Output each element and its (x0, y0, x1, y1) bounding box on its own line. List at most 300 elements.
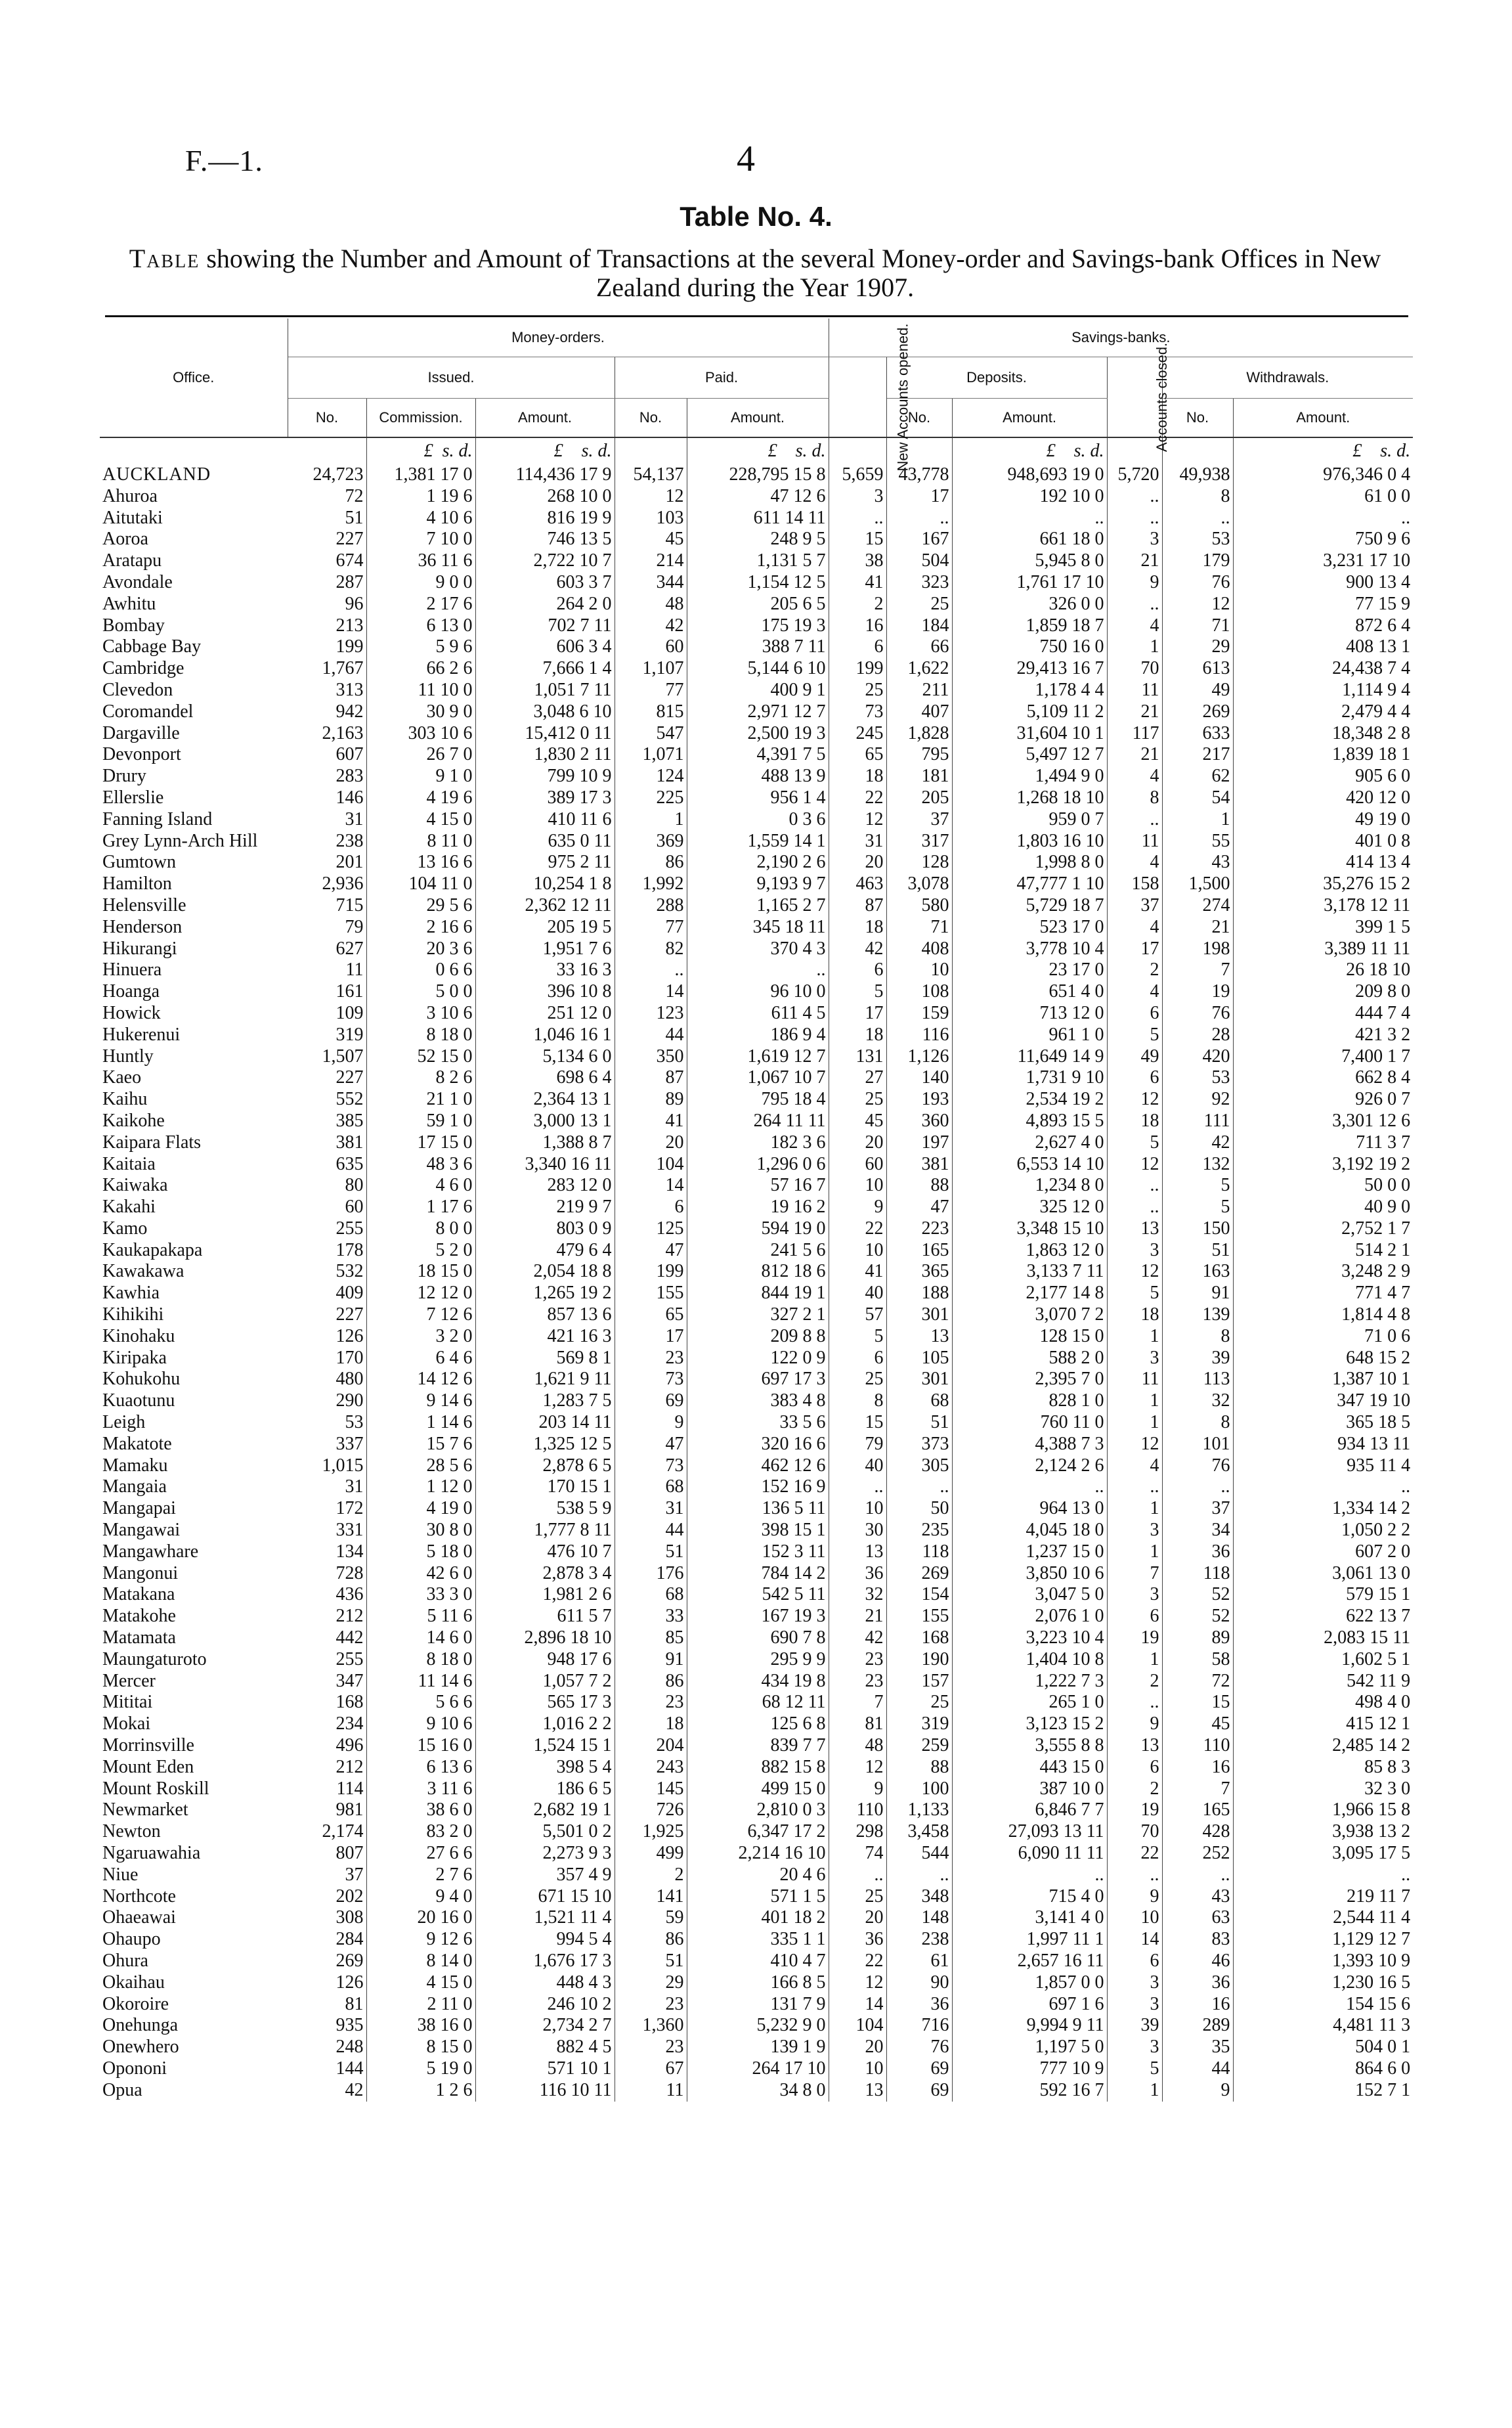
office-cell: Henderson (102, 916, 183, 937)
withdrawals-no-cell: 1,500 (1162, 873, 1233, 895)
accounts-closed-cell: 3 (1107, 1584, 1162, 1606)
table-row (100, 1799, 1413, 1821)
paid-no-cell: 51 (615, 1951, 687, 1972)
issued-amount-cell: 2,273 9 3 (475, 1843, 615, 1865)
paid-no-cell: 2 (615, 1865, 687, 1886)
deposits-no-cell: .. (886, 1865, 952, 1886)
deposits-amount-cell: 5,109 11 2 (952, 701, 1107, 723)
accounts-closed-cell: 5 (1107, 1283, 1162, 1304)
office-cell: Mokai (102, 1713, 151, 1734)
issued-no-cell: 227 (288, 1304, 366, 1326)
accounts-closed-cell: 19 (1107, 1627, 1162, 1649)
office-cell: Hinuera (102, 960, 162, 981)
units-blank (615, 437, 687, 464)
issued-commission-cell: 38 6 0 (366, 1799, 475, 1821)
issued-amount-cell: 565 17 3 (475, 1692, 615, 1713)
paid-no-cell: 17 (615, 1326, 687, 1348)
issued-commission-cell: 18 15 0 (366, 1261, 475, 1283)
issued-amount-cell: 799 10 9 (475, 766, 615, 787)
table-description-text: showing the Number and Amount of Transactions at the several Money-order and Savings-bank Offices in New Zealand during the Year 1907. (206, 244, 1381, 302)
table-row (100, 1865, 1413, 1886)
deposits-amount-cell: 23 17 0 (952, 960, 1107, 981)
paid-amount-cell: 335 1 1 (687, 1929, 829, 1951)
paid-amount-cell: 175 19 3 (687, 615, 829, 637)
issued-amount-cell: 5,501 0 2 (475, 1821, 615, 1843)
issued-commission-cell: 6 13 0 (366, 615, 475, 637)
new-accounts-cell: 7 (829, 1692, 886, 1713)
deposits-amount-cell: 3,070 7 2 (952, 1304, 1107, 1326)
new-accounts-cell: 13 (829, 1541, 886, 1563)
withdrawals-amount-cell: 1,050 2 2 (1341, 1520, 1411, 1541)
accounts-closed-cell: 1 (1107, 1498, 1162, 1520)
office-cell: Kaukapakapa (102, 1239, 203, 1260)
deposits-amount-cell: 3,047 5 0 (952, 1584, 1107, 1606)
paid-amount-cell: 401 18 2 (687, 1907, 829, 1929)
money-orders-header: Money-orders. (288, 319, 829, 357)
issued-amount-cell: 803 0 9 (475, 1218, 615, 1240)
issued-no-cell: 552 (288, 1089, 366, 1111)
issued-commission-cell: 7 12 6 (366, 1304, 475, 1326)
accounts-closed-cell: 12 (1107, 1261, 1162, 1283)
issued-commission-cell: 13 16 6 (366, 852, 475, 873)
issued-commission-cell: 14 12 6 (366, 1369, 475, 1390)
issued-amount-cell: 170 15 1 (475, 1476, 615, 1498)
withdrawals-no-cell: 52 (1162, 1584, 1233, 1606)
units-issued-amount: £ s. d. (475, 437, 615, 464)
withdrawals-amount-cell: 1,602 5 1 (1341, 1648, 1411, 1669)
withdrawals-amount-cell: 1,129 12 7 (1332, 1929, 1411, 1950)
deposits-amount-cell: 31,604 10 1 (952, 723, 1107, 745)
deposits-amount-cell: 128 15 0 (952, 1326, 1107, 1348)
withdrawals-no-cell: 29 (1162, 636, 1233, 658)
issued-commission-cell: 17 15 0 (366, 1132, 475, 1154)
accounts-closed-cell: 2 (1107, 1671, 1162, 1692)
table-row (100, 960, 1413, 981)
deposits-no-cell: 47 (886, 1197, 952, 1218)
new-accounts-cell: 36 (829, 1929, 886, 1951)
deposits-no-cell: 319 (886, 1713, 952, 1735)
deposits-no-cell: 17 (886, 486, 952, 508)
paid-amount-cell: 1,165 2 7 (687, 895, 829, 917)
office-cell: Kamo (102, 1218, 148, 1239)
withdrawals-no-cell: 91 (1162, 1283, 1233, 1304)
issued-commission-cell: 4 15 0 (366, 1972, 475, 1994)
table-row (100, 938, 1413, 960)
table-row (100, 658, 1413, 680)
office-cell: Mititai (102, 1692, 153, 1713)
issued-no-cell: 212 (288, 1757, 366, 1778)
withdrawals-no-cell: 54 (1162, 787, 1233, 809)
paid-no-cell: 77 (615, 680, 687, 701)
table-row (100, 2058, 1413, 2080)
withdrawals-no-cell: 76 (1162, 572, 1233, 594)
issued-commission-cell: 4 6 0 (366, 1175, 475, 1197)
withdrawals-amount-cell: 152 7 1 (1355, 2079, 1411, 2100)
new-accounts-cell: .. (829, 1476, 886, 1498)
accounts-closed-cell: 14 (1107, 1929, 1162, 1951)
paid-amount-cell: 125 6 8 (687, 1713, 829, 1735)
issued-no-cell: 635 (288, 1154, 366, 1176)
issued-amount-cell: 1,051 7 11 (475, 680, 615, 701)
paid-no-cell: 369 (615, 831, 687, 852)
withdrawals-amount-cell: 3,061 13 0 (1332, 1562, 1411, 1583)
issued-no-cell: 331 (288, 1520, 366, 1541)
paid-amount-cell: 68 12 11 (687, 1692, 829, 1713)
withdrawals-no-cell: 43 (1162, 852, 1233, 873)
issued-commission-cell: 38 16 0 (366, 2015, 475, 2037)
withdrawals-no-cell: 89 (1162, 1627, 1233, 1649)
new-accounts-cell: .. (829, 508, 886, 529)
deposits-no-cell: 211 (886, 680, 952, 701)
deposits-no-cell: 408 (886, 938, 952, 960)
issued-commission-cell: 3 10 6 (366, 1003, 475, 1025)
deposits-no-cell: 43,778 (886, 464, 952, 486)
deposits-no-cell: 108 (886, 981, 952, 1003)
new-accounts-cell: 25 (829, 680, 886, 701)
deposits-no-cell: 181 (886, 766, 952, 787)
new-accounts-cell: 45 (829, 1111, 886, 1132)
paid-amount-cell: .. (687, 960, 829, 981)
new-accounts-cell: 3 (829, 486, 886, 508)
withdrawals-amount-cell: 1,387 10 1 (1332, 1369, 1411, 1390)
deposits-no-cell: 407 (886, 701, 952, 723)
table-row (100, 2015, 1413, 2037)
accounts-closed-cell: 117 (1107, 723, 1162, 745)
paid-no-cell: 1,107 (615, 658, 687, 680)
paid-no-cell: 86 (615, 1929, 687, 1951)
paid-amount-cell: 327 2 1 (687, 1304, 829, 1326)
issued-no-cell: 337 (288, 1434, 366, 1455)
paid-amount-cell: 320 16 6 (687, 1434, 829, 1455)
table-row (100, 1994, 1413, 2016)
deposits-amount-cell: 661 18 0 (952, 529, 1107, 550)
withdrawals-no-cell: 9 (1162, 2080, 1233, 2102)
withdrawals-amount-cell: 1,966 15 8 (1332, 1799, 1411, 1821)
table-row (100, 1455, 1413, 1477)
paid-no-cell: 204 (615, 1735, 687, 1757)
deposits-amount-cell: 1,998 8 0 (952, 852, 1107, 873)
accounts-closed-cell: .. (1107, 1692, 1162, 1713)
deposits-no-cell: 3,458 (886, 1821, 952, 1843)
deposits-amount-cell: 6,846 7 7 (952, 1799, 1107, 1821)
accounts-closed-cell: 21 (1107, 701, 1162, 723)
issued-no-cell: 126 (288, 1326, 366, 1348)
issued-amount-cell: 603 3 7 (475, 572, 615, 594)
issued-no-cell: 238 (288, 831, 366, 852)
issued-amount-cell: 2,364 13 1 (475, 1089, 615, 1111)
withdrawals-amount-cell: 209 8 0 (1355, 981, 1411, 1002)
deposits-no-cell: 323 (886, 572, 952, 594)
issued-amount-cell: 2,896 18 10 (475, 1627, 615, 1649)
paid-no-cell: .. (615, 960, 687, 981)
paid-amount-cell: 122 0 9 (687, 1348, 829, 1369)
table-row (100, 550, 1413, 572)
office-cell: Drury (102, 766, 146, 787)
accounts-closed-cell: 39 (1107, 2015, 1162, 2037)
withdrawals-amount-cell: 3,301 12 6 (1332, 1110, 1411, 1131)
issued-amount-cell: 746 13 5 (475, 529, 615, 550)
withdrawals-no-cell: 19 (1162, 981, 1233, 1003)
accounts-closed-cell: 4 (1107, 917, 1162, 938)
issued-amount-cell: 389 17 3 (475, 787, 615, 809)
withdrawals-no-cell: 52 (1162, 1606, 1233, 1627)
new-accounts-cell: 104 (829, 2015, 886, 2037)
issued-no-cell: 347 (288, 1671, 366, 1692)
withdrawals-no-cell: 58 (1162, 1649, 1233, 1671)
table-row (100, 1627, 1413, 1649)
paid-no-cell: 243 (615, 1757, 687, 1778)
deposits-amount-cell: 11,649 14 9 (952, 1046, 1107, 1068)
withdrawals-amount-cell: 3,178 12 11 (1324, 894, 1411, 916)
withdrawals-no-cell: 71 (1162, 615, 1233, 637)
deposits-no-cell: 90 (886, 1972, 952, 1994)
table-row (100, 1778, 1413, 1800)
office-cell: Mangaia (102, 1476, 167, 1497)
withdrawals-no-cell: 55 (1162, 831, 1233, 852)
paid-amount-cell: 594 19 0 (687, 1218, 829, 1240)
deposits-amount-cell: 1,997 11 1 (952, 1929, 1107, 1951)
issued-amount-cell: 264 2 0 (475, 594, 615, 615)
issued-commission-cell: 4 15 0 (366, 809, 475, 831)
issued-commission-cell: 1 17 6 (366, 1197, 475, 1218)
office-cell: Mount Roskill (102, 1778, 209, 1799)
paid-amount-cell: 166 8 5 (687, 1972, 829, 1994)
deposits-no-cell: 544 (886, 1843, 952, 1865)
table-row (100, 1175, 1413, 1197)
accounts-closed-cell: 5,720 (1107, 464, 1162, 486)
issued-no-cell: 2,174 (288, 1821, 366, 1843)
issued-no-cell: 287 (288, 572, 366, 594)
office-cell: Kakahi (102, 1197, 156, 1218)
paid-no-cell: 141 (615, 1886, 687, 1908)
issued-amount-cell: 2,682 19 1 (475, 1799, 615, 1821)
table-row (100, 636, 1413, 658)
new-accounts-cell: 10 (829, 1240, 886, 1262)
withdrawals-amount-cell: 7,400 1 7 (1341, 1046, 1411, 1067)
withdrawals-amount-cell: 2,083 15 11 (1324, 1627, 1411, 1648)
deposits-amount-cell: 3,850 10 6 (952, 1563, 1107, 1585)
withdrawals-no-cell: 289 (1162, 2015, 1233, 2037)
paid-no-cell: 815 (615, 701, 687, 723)
paid-no-cell: 86 (615, 852, 687, 873)
issued-no-cell: 807 (288, 1843, 366, 1865)
paid-amount-cell: 4,391 7 5 (687, 744, 829, 766)
paid-no-cell: 82 (615, 938, 687, 960)
table-row (100, 1929, 1413, 1951)
paid-amount-cell: 205 6 5 (687, 594, 829, 615)
withdrawals-no-cell: 45 (1162, 1713, 1233, 1735)
issued-no-cell: 146 (288, 787, 366, 809)
withdrawals-amount-cell: 864 6 0 (1355, 2058, 1411, 2079)
paid-no-cell: 103 (615, 508, 687, 529)
issued-amount-cell: 3,000 13 1 (475, 1111, 615, 1132)
issued-no-cell: 227 (288, 529, 366, 550)
new-accounts-cell: 12 (829, 1757, 886, 1778)
withdrawals-no-cell: 63 (1162, 1907, 1233, 1929)
new-accounts-cell: 20 (829, 2037, 886, 2058)
issued-commission-cell: 20 3 6 (366, 938, 475, 960)
accounts-closed-cell: 11 (1107, 680, 1162, 701)
paid-no-cell: 23 (615, 1994, 687, 2016)
withdrawals-no-cell: 16 (1162, 1994, 1233, 2016)
accounts-closed-cell: 3 (1107, 1520, 1162, 1541)
paid-no-cell: 44 (615, 1025, 687, 1046)
office-cell: Mamaku (102, 1455, 168, 1476)
issued-no-cell: 313 (288, 680, 366, 701)
table-row (100, 1046, 1413, 1068)
issued-commission-cell: 303 10 6 (366, 723, 475, 745)
paid-no-cell: 344 (615, 572, 687, 594)
new-accounts-cell: 81 (829, 1713, 886, 1735)
office-cell: Helensville (102, 894, 186, 916)
issued-no-cell: 42 (288, 2080, 366, 2102)
deposits-no-cell: 88 (886, 1175, 952, 1197)
deposits-no-cell: 360 (886, 1111, 952, 1132)
deposits-no-cell: 1,828 (886, 723, 952, 745)
table-row (100, 1821, 1413, 1843)
office-cell: Howick (102, 1002, 161, 1023)
table-row (100, 981, 1413, 1003)
accounts-closed-cell: 5 (1107, 2058, 1162, 2080)
issued-no-cell: 284 (288, 1929, 366, 1951)
new-accounts-cell: 87 (829, 895, 886, 917)
table-row (100, 744, 1413, 766)
withdrawals-no-cell: 16 (1162, 1757, 1233, 1778)
issued-amount-cell: 816 19 9 (475, 508, 615, 529)
paid-amount-cell: 1,067 10 7 (687, 1067, 829, 1089)
deposits-amount-cell: 651 4 0 (952, 981, 1107, 1003)
withdrawals-amount-cell: 219 11 7 (1347, 1886, 1411, 1907)
paid-no-cell: 18 (615, 1713, 687, 1735)
office-cell: Mercer (102, 1670, 156, 1691)
new-accounts-cell: 245 (829, 723, 886, 745)
paid-amount-cell: 20 4 6 (687, 1865, 829, 1886)
issued-amount-cell: 479 6 4 (475, 1240, 615, 1262)
accounts-closed-cell: 1 (1107, 1412, 1162, 1434)
paid-amount-cell: 462 12 6 (687, 1455, 829, 1477)
table-row (100, 1886, 1413, 1908)
issued-commission-cell: 9 0 0 (366, 572, 475, 594)
new-accounts-cell: 10 (829, 2058, 886, 2080)
deposits-amount-cell: 1,863 12 0 (952, 1240, 1107, 1262)
table-row (100, 680, 1413, 701)
office-cell: Newmarket (102, 1799, 188, 1821)
issued-amount-cell: 2,878 3 4 (475, 1563, 615, 1585)
paid-no-cell: 23 (615, 1692, 687, 1713)
withdrawals-no-cell: 110 (1162, 1735, 1233, 1757)
issued-no-cell: 213 (288, 615, 366, 637)
issued-no-cell: 283 (288, 766, 366, 787)
withdrawals-no-cell: 269 (1162, 701, 1233, 723)
accounts-closed-cell: .. (1107, 809, 1162, 831)
issued-no-cell: 212 (288, 1606, 366, 1627)
page-number: 4 (737, 139, 755, 179)
issued-amount-cell: 33 16 3 (475, 960, 615, 981)
office-cell: Mangonui (102, 1562, 179, 1583)
deposits-amount-cell: 2,534 19 2 (952, 1089, 1107, 1111)
table-row (100, 1541, 1413, 1563)
deposits-amount-header: Amount. (952, 399, 1107, 438)
withdrawals-no-cell: 139 (1162, 1304, 1233, 1326)
issued-commission-cell: 42 6 0 (366, 1563, 475, 1585)
new-accounts-cell: 20 (829, 1132, 886, 1154)
table-description-lead: Table (129, 244, 200, 273)
deposits-amount-cell: 2,076 1 0 (952, 1606, 1107, 1627)
issued-commission-cell: 52 15 0 (366, 1046, 475, 1068)
issued-no-cell: 674 (288, 550, 366, 572)
paid-no-cell: 124 (615, 766, 687, 787)
issued-amount-header: Amount. (475, 399, 615, 438)
table-row (100, 1476, 1413, 1498)
deposits-no-cell: 69 (886, 2080, 952, 2102)
paid-no-cell: 47 (615, 1434, 687, 1455)
accounts-closed-cell: 6 (1107, 1003, 1162, 1025)
withdrawals-no-cell: 252 (1162, 1843, 1233, 1865)
transactions-table (100, 319, 1413, 2102)
deposits-no-cell: 50 (886, 1498, 952, 1520)
accounts-closed-cell: 3 (1107, 529, 1162, 550)
issued-no-cell: 60 (288, 1197, 366, 1218)
paid-amount-cell: 697 17 3 (687, 1369, 829, 1390)
paid-amount-cell: 264 11 11 (687, 1111, 829, 1132)
withdrawals-no-cell: 8 (1162, 1412, 1233, 1434)
issued-amount-cell: 10,254 1 8 (475, 873, 615, 895)
table-row (100, 1498, 1413, 1520)
issued-amount-cell: 698 6 4 (475, 1067, 615, 1089)
paid-amount-cell: 186 9 4 (687, 1025, 829, 1046)
deposits-amount-cell: 6,553 14 10 (952, 1154, 1107, 1176)
new-accounts-cell: 10 (829, 1175, 886, 1197)
new-accounts-cell: 73 (829, 701, 886, 723)
office-cell: Newton (102, 1821, 161, 1842)
accounts-closed-cell: 4 (1107, 981, 1162, 1003)
withdrawals-no-cell: 72 (1162, 1671, 1233, 1692)
office-cell: Devonport (102, 744, 181, 765)
office-cell: Northcote (102, 1886, 176, 1907)
withdrawals-no-cell: 34 (1162, 1520, 1233, 1541)
paid-amount-cell: 844 19 1 (687, 1283, 829, 1304)
issued-commission-cell: 5 0 0 (366, 981, 475, 1003)
withdrawals-amount-cell: 2,485 14 2 (1332, 1735, 1411, 1756)
accounts-closed-cell: .. (1107, 486, 1162, 508)
issued-no-cell: 227 (288, 1067, 366, 1089)
new-accounts-cell: 10 (829, 1498, 886, 1520)
deposits-no-cell: 197 (886, 1132, 952, 1154)
issued-no-cell: 385 (288, 1111, 366, 1132)
accounts-closed-cell: 3 (1107, 1972, 1162, 1994)
new-accounts-cell: 2 (829, 594, 886, 615)
issued-amount-cell: 15,412 0 11 (475, 723, 615, 745)
issued-commission-cell: 2 16 6 (366, 917, 475, 938)
deposits-no-cell: 716 (886, 2015, 952, 2037)
issued-amount-cell: 3,340 16 11 (475, 1154, 615, 1176)
new-accounts-cell: 15 (829, 529, 886, 550)
paid-no-cell: 20 (615, 1132, 687, 1154)
issued-commission-cell: 36 11 6 (366, 550, 475, 572)
withdrawals-amount-cell: 1,114 9 4 (1342, 679, 1411, 700)
paid-amount-cell: 1,619 12 7 (687, 1046, 829, 1068)
paid-amount-cell: 839 7 7 (687, 1735, 829, 1757)
withdrawals-amount-cell: 26 18 10 (1346, 960, 1411, 981)
issued-amount-cell: 396 10 8 (475, 981, 615, 1003)
deposits-no-cell: 128 (886, 852, 952, 873)
table-row (100, 1757, 1413, 1778)
new-accounts-cell: 13 (829, 2080, 886, 2102)
issued-no-cell: 255 (288, 1218, 366, 1240)
paid-amount-cell: 0 3 6 (687, 809, 829, 831)
table-row (100, 852, 1413, 873)
accounts-closed-cell: 12 (1107, 1434, 1162, 1455)
